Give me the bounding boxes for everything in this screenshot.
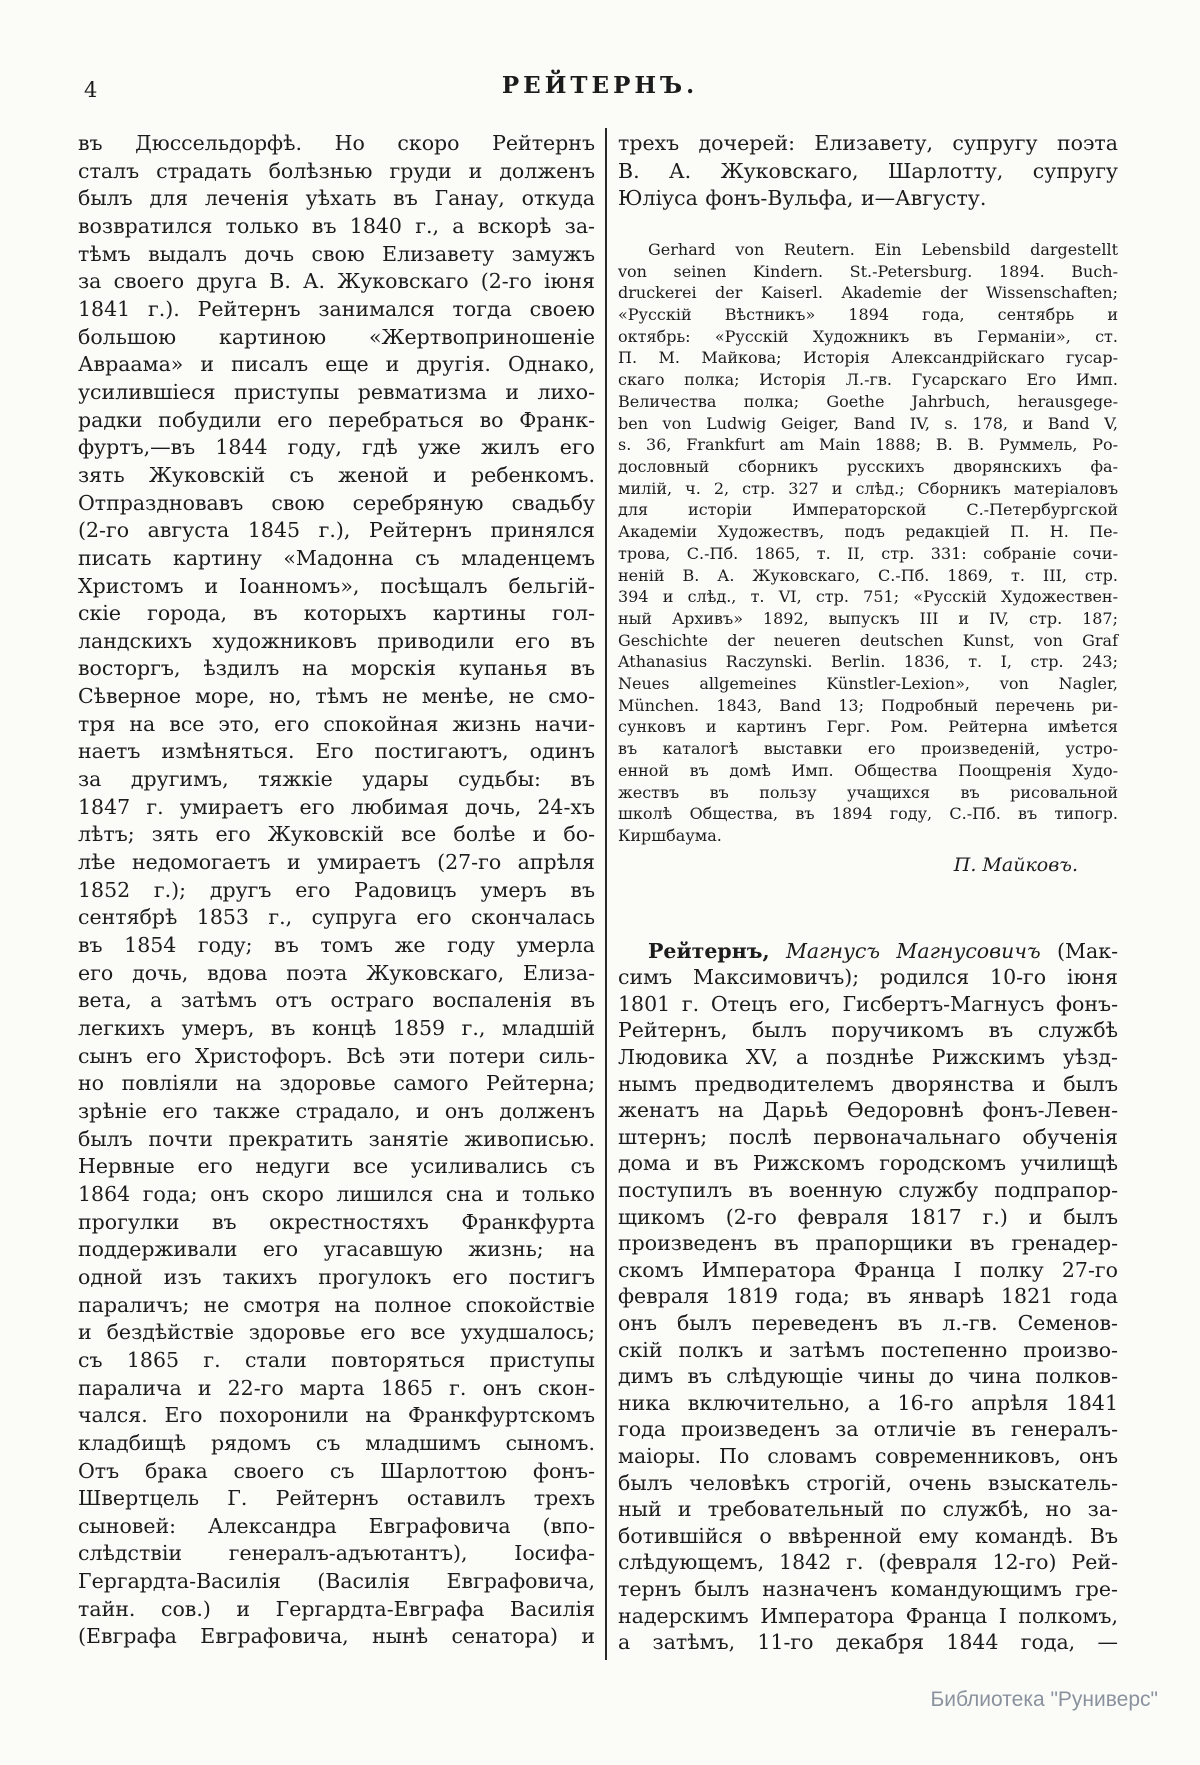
text-line: года произведенъ за отличіе въ генералъ- (618, 1417, 1118, 1442)
text-line: былъ для леченія уѣхать въ Ганау, откуда (78, 186, 595, 211)
text-line: Киршбаума. (618, 825, 722, 845)
text-line: Христомъ и Іоанномъ», посѣщалъ бельгій- (78, 573, 595, 598)
text-line: штернъ; послѣ первоначальнаго обученія (618, 1124, 1118, 1149)
text-line: скій полкъ и затѣмъ постепенно произво- (618, 1337, 1118, 1362)
text-line: женатъ на Дарьѣ Ѳедоровнѣ фонъ-Левен- (618, 1098, 1118, 1123)
text-line: Сѣверное море, но, тѣмъ не менѣе, не смо- (78, 684, 595, 709)
text-line: слѣдствіи генералъ-адъютантъ), Іосифа- (78, 1541, 595, 1566)
text-line: ben von Ludwig Geiger, Band IV, s. 178, и Band V, (618, 413, 1118, 433)
left-column (78, 130, 595, 1651)
text-line: скомъ Императора Франца I полку 27-го (618, 1257, 1118, 1282)
text-line: наетъ измѣняться. Его постигаютъ, одинъ (78, 739, 595, 764)
text-line: druckerei der Kaiserl. Akademie der Wissenschaften; (618, 283, 1118, 303)
text-line: ника включительно, а 16-го апрѣля 1841 (618, 1390, 1118, 1415)
text-line: s. 36, Frankfurt am Main 1888; В. В. Руммель, Ро- (618, 435, 1118, 455)
text-line: трехъ дочерей: Елизавету, супругу поэта (618, 131, 1118, 155)
text-line: 394 и слѣд., т. VI, стр. 751; «Русскій Художествен- (618, 587, 1118, 607)
right-column (618, 130, 1118, 1656)
text-line: дома и въ Рижскомъ городскомъ училищѣ (618, 1151, 1118, 1176)
entry-first-line-rest: (Мак- (1057, 938, 1118, 963)
entry-paragraph (618, 938, 1118, 1656)
text-line: паралича и 22-го марта 1865 г. онъ скон- (78, 1375, 595, 1400)
text-line: вета, а затѣмъ отъ остраго воспаленія въ (78, 988, 595, 1013)
text-line: симъ Максимовичъ); родился 10-го іюня (618, 965, 1118, 990)
library-watermark: Библиотека "Руниверс" (930, 1688, 1158, 1711)
text-line: 1847 г. умираетъ его любимая дочь, 24-хъ (78, 794, 595, 819)
text-line: ландскихъ художниковъ приводили его въ (78, 628, 595, 653)
text-line: 1864 года; онъ скоро лишился сна и только (78, 1181, 595, 1206)
text-line: Рейтернъ, былъ поручикомъ въ службѣ (618, 1018, 1118, 1043)
text-line: въ 1854 году; въ томъ же году умерла (78, 933, 595, 958)
text-line: слѣдующемъ, 1842 г. (февраля 12-го) Рей- (618, 1550, 1118, 1575)
text-line: для исторіи Императорской С.-Петербургской (618, 500, 1118, 520)
text-line: возвратился только въ 1840 г., а вскорѣ за- (78, 213, 595, 238)
text-line: ботившійся о ввѣренной ему командѣ. Въ (618, 1523, 1118, 1548)
page-number: 4 (84, 78, 98, 102)
column-divider-rule (605, 128, 607, 1660)
text-line: скаго полка; Исторія Л.-гв. Гусарскаго Его Имп. (618, 370, 1118, 390)
text-line: München. 1843, Band 13; Подробный перечень ри- (618, 695, 1118, 715)
text-line: Гергардта-Василія (Василія Евграфовича, (78, 1569, 595, 1594)
text-line: восторгъ, ѣздилъ на морскія купанья въ (78, 656, 595, 681)
text-line: милій, ч. 2, стр. 327 и слѣд.; Сборникъ матеріаловъ (618, 478, 1118, 498)
text-line: жествъ въ пользу учащихся въ рисовальной (618, 782, 1118, 802)
text-line: трова, С.-Пб. 1865, т. II, стр. 331: собраніе сочи- (618, 543, 1118, 563)
text-line: сунковъ и картинъ Герг. Ром. Рейтерна имѣется (618, 717, 1118, 737)
text-line: радки побудили его перебраться во Франк- (78, 407, 595, 432)
text-line: щикомъ (2-го февраля 1817 г.) и былъ (618, 1204, 1118, 1229)
entry-name-italic: Магнусъ Магнусовичъ (785, 938, 1041, 963)
text-line: а затѣмъ, 11-го декабря 1844 года, — (618, 1630, 1118, 1655)
text-line: чался. Его похоронили на Франкфуртскомъ (78, 1403, 595, 1428)
text-line: легкихъ умеръ, въ концѣ 1859 г., младшій (78, 1016, 595, 1040)
text-line: неній В. А. Жуковскаго, С.-Пб. 1869, т. III, стр. (618, 565, 1118, 585)
text-line: тѣмъ выдалъ дочь свою Елизавету замужъ (78, 241, 595, 266)
entry-first-line (618, 938, 1118, 965)
text-line: Отпраздновавъ свою серебряную свадьбу (78, 490, 595, 515)
text-line: von seinen Kindern. St.-Petersburg. 1894. Buch- (618, 261, 1118, 281)
text-line: въ Дюссельдорфѣ. Но скоро Рейтернъ (78, 131, 595, 155)
text-line: Отъ брака своего съ Шарлоттою фонъ- (78, 1458, 595, 1483)
text-line: (2-го августа 1845 г.), Рейтернъ принялся (78, 518, 595, 543)
text-line: былъ человѣкъ строгій, очень взыскатель- (618, 1470, 1118, 1495)
text-line: 1801 г. Отецъ его, Гисбертъ-Магнусъ фонъ- (618, 991, 1118, 1016)
page-header-row (0, 72, 1200, 106)
text-line: Нервные его недуги все усиливались съ (78, 1154, 595, 1179)
text-line: былъ почти прекратить занятіе живописью. (78, 1126, 595, 1151)
text-line: сталъ страдать болѣзнью груди и долженъ (78, 158, 595, 183)
text-line: тря на все это, его спокойная жизнь начи- (78, 711, 595, 736)
text-line: дословный сборникъ русскихъ дворянскихъ фа- (618, 457, 1118, 476)
text-line: поддерживали его угасавшую жизнь; на (78, 1237, 595, 1262)
text-line: 1852 г.); другъ его Радовицъ умеръ въ (78, 877, 595, 902)
text-line: П. М. Майкова; Исторія Александрійскаго гусар- (618, 348, 1118, 368)
text-line: параличъ; не смотря на полное спокойствіе (78, 1292, 595, 1317)
text-line: писать картину «Мадонна съ младенцемъ (78, 545, 595, 570)
bibliography-paragraph (618, 239, 1118, 847)
text-line: димъ въ слѣдующіе чины до чина полков- (618, 1364, 1118, 1389)
text-line: ный и требовательный по службѣ, но за- (618, 1497, 1118, 1522)
text-line: онъ былъ переведенъ въ л.-гв. Семенов- (618, 1310, 1118, 1335)
text-line: школѣ Общества, въ 1894 году, С.-Пб. въ типогр. (618, 804, 1118, 824)
text-line: 1841 г.). Рейтернъ занимался тогда своею (78, 296, 595, 321)
text-line: Neues allgemeines Künstler-Lexion», von Nagler, (618, 674, 1118, 694)
text-line: кладбищѣ рядомъ съ младшимъ сыномъ. (78, 1430, 595, 1455)
text-line: за другимъ, тяжкіе удары судьбы: въ (78, 767, 595, 792)
text-line: тайн. сов.) и Гергардта-Евграфа Василія (78, 1596, 595, 1621)
text-line: сынъ его Христофоръ. Всѣ эти потери силь- (78, 1043, 595, 1068)
entry-body-lines (618, 964, 1118, 1655)
text-line: лѣе недомогаетъ и умираетъ (27-го апрѣля (78, 850, 595, 875)
text-line: тернъ былъ назначенъ командующимъ гре- (618, 1576, 1118, 1601)
text-line: В. А. Жуковскаго, Шарлотту, супругу (618, 158, 1118, 183)
text-line: Юліуса фонъ-Вульфа, и—Августу. (618, 186, 987, 211)
text-line: въ каталогѣ выставки его произведеній, устро- (618, 739, 1118, 759)
text-line: Athanasius Raczynski. Berlin. 1836, т. I, стр. 243; (618, 652, 1118, 672)
text-line: сыновей: Александра Евграфовича (впо- (78, 1513, 595, 1538)
author-signature: П. Майковъ. (953, 853, 1078, 876)
text-line: усилившіеся приступы ревматизма и лихо- (78, 379, 595, 404)
text-line: октябрь: «Русскій Художникъ въ Германіи», ст. (618, 326, 1118, 346)
text-line: фуртъ,—въ 1844 году, гдѣ уже жилъ его (78, 435, 595, 460)
text-line: Gerhard von Reutern. Ein Lebensbild dargestellt (648, 239, 1118, 259)
text-line: зять Жуковскій съ женой и ребенкомъ. (78, 462, 595, 487)
text-line: произведенъ въ прапорщики въ гренадер- (618, 1231, 1118, 1256)
text-line: лѣтъ; зять его Жуковскій все болѣе и бо- (78, 822, 595, 847)
text-line: но повліяли на здоровье самого Рейтерна; (78, 1071, 595, 1096)
text-line: надерскимъ Императора Франца I полкомъ, (618, 1603, 1118, 1628)
text-line: (Евграфа Евграфовича, нынѣ сенатора) и (78, 1624, 595, 1649)
text-line: сентябрѣ 1853 г., супруга его скончалась (78, 905, 595, 930)
text-line: нымъ предводителемъ дворянства и былъ (618, 1071, 1118, 1096)
text-line: ный Архивъ» 1892, выпускъ III и IV, стр. 187; (618, 608, 1118, 628)
text-line: Людовика XV, а позднѣе Рижскимъ уѣзд- (618, 1045, 1118, 1070)
text-line: енной въ домѣ Имп. Общества Поощренія Худо- (618, 760, 1118, 780)
text-line: маіоры. По словамъ современниковъ, онъ (618, 1443, 1118, 1468)
text-line: зрѣніе его также страдало, и онъ долженъ (78, 1098, 595, 1123)
text-line: и бездѣйствіе здоровье его все ухудшалось; (78, 1320, 595, 1345)
text-line: Академіи Художествъ, подъ редакціей П. Н. Пе- (618, 522, 1118, 542)
intro-paragraph (618, 130, 1118, 213)
page-title: РЕЙТЕРНЪ. (501, 72, 699, 99)
text-line: его дочь, вдова поэта Жуковскаго, Елиза- (78, 960, 595, 985)
text-line: «Русскій Вѣстникъ» 1894 года, сентябрь и (618, 305, 1118, 325)
text-line: Величества полка; Goethe Jahrbuch, herausgege- (618, 391, 1118, 411)
text-line: прогулки въ окрестностяхъ Франкфурта (78, 1209, 595, 1234)
text-line: за своего друга В. А. Жуковскаго (2-го іюня (78, 269, 595, 294)
text-line: Швертцель Г. Рейтернъ оставилъ трехъ (78, 1486, 595, 1511)
entry-headword: Рейтернъ, (648, 938, 770, 963)
text-line: Geschichte der neueren deutschen Kunst, von Graf (618, 630, 1118, 650)
text-line: Авраама» и писалъ еще и другія. Однако, (78, 352, 595, 377)
text-line: одной изъ такихъ прогулокъ его постигъ (78, 1264, 595, 1289)
text-line: большою картиною «Жертвоприношеніе (78, 324, 595, 349)
text-line: съ 1865 г. стали повторяться приступы (78, 1347, 595, 1372)
text-line: скіе города, въ которыхъ картины гол- (78, 601, 595, 626)
text-line: февраля 1819 года; въ январѣ 1821 года (618, 1284, 1118, 1309)
text-line: поступилъ въ военную службу подпрапор- (618, 1178, 1118, 1202)
